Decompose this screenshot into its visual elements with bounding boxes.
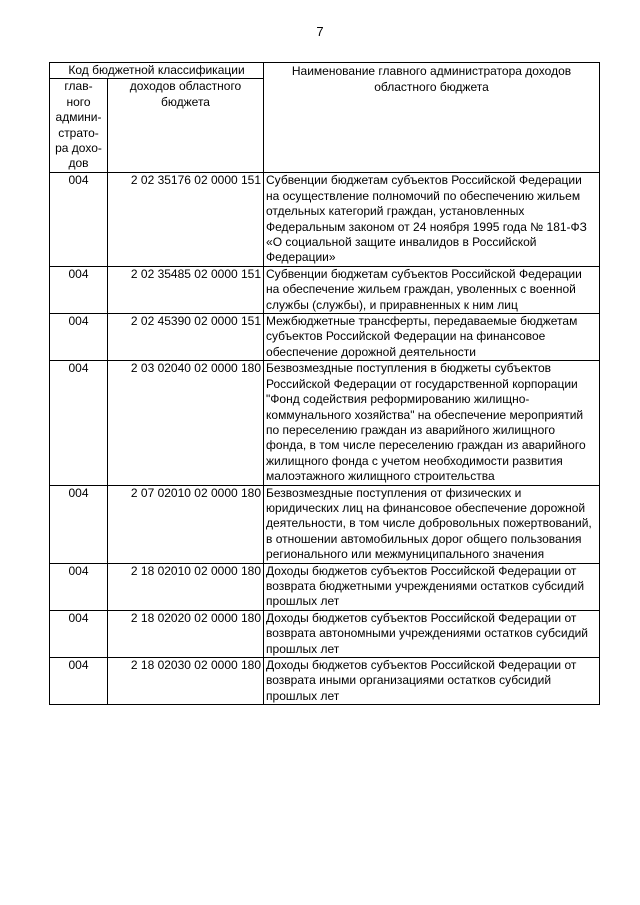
header-regional-budget-income: доходов областного бюджета	[108, 79, 264, 173]
admin-code-cell: 004	[50, 658, 108, 705]
table-row	[50, 563, 600, 610]
table-row	[50, 658, 600, 705]
table-row	[50, 361, 600, 485]
header-admin-line: ра дохо-	[55, 141, 102, 156]
header-admin-line: ного	[66, 94, 91, 109]
admin-code-cell: 004	[50, 314, 108, 361]
income-code-cell: 2 18 02030 02 0000 180	[108, 658, 264, 705]
income-name-cell: Безвозмездные поступления от физических и юридических лиц на финансовое обеспечение дорожной деятельности, в том числе добровольных пожертвований, в отношении автомобильных дорог общего пользования регионального или межмуниципального значения	[264, 485, 600, 563]
table-row	[50, 314, 600, 361]
table-row	[50, 266, 600, 313]
admin-code-cell: 004	[50, 361, 108, 485]
header-administrator-name: Наименование главного администратора доходов областного бюджета	[264, 63, 600, 173]
header-budget-classification-code: Код бюджетной классификации	[50, 63, 264, 79]
header-chief-administrator	[50, 79, 108, 173]
header-admin-line: админи-	[55, 110, 102, 125]
admin-code-cell: 004	[50, 563, 108, 610]
income-name-cell: Доходы бюджетов субъектов Российской Федерации от возврата иными организациями остатков субсидий прошлых лет	[264, 658, 600, 705]
budget-classification-table	[49, 62, 600, 705]
income-code-cell: 2 03 02040 02 0000 180	[108, 361, 264, 485]
admin-code-cell: 004	[50, 610, 108, 657]
income-name-cell: Субвенции бюджетам субъектов Российской Федерации на обеспечение жильем граждан, уволенных с военной службы (службы), и приравненных к ним лиц	[264, 266, 600, 313]
income-code-cell: 2 02 45390 02 0000 151	[108, 314, 264, 361]
income-name-cell: Безвозмездные поступления в бюджеты субъектов Российской Федерации от государственной корпорации "Фонд содействия реформированию жилищно-коммунального хозяйства" на обеспечение мероприятий по переселению граждан из аварийного жилищного фонда, в том числе переселению граждан из аварийного жилищного фонда с учетом необходимости развития малоэтажного жилищного строительства	[264, 361, 600, 485]
income-name-cell: Межбюджетные трансферты, передаваемые бюджетам субъектов Российской Федерации на финансовое обеспечение дорожной деятельности	[264, 314, 600, 361]
admin-code-cell: 004	[50, 173, 108, 266]
page-number: 7	[316, 24, 324, 39]
header-admin-line: глав-	[64, 79, 93, 94]
income-code-cell: 2 18 02010 02 0000 180	[108, 563, 264, 610]
income-code-cell: 2 18 02020 02 0000 180	[108, 610, 264, 657]
table-row	[50, 485, 600, 563]
income-code-cell: 2 02 35176 02 0000 151	[108, 173, 264, 266]
admin-code-cell: 004	[50, 485, 108, 563]
header-admin-line: страто-	[58, 125, 99, 140]
income-code-cell: 2 02 35485 02 0000 151	[108, 266, 264, 313]
income-code-cell: 2 07 02010 02 0000 180	[108, 485, 264, 563]
income-name-cell: Субвенции бюджетам субъектов Российской Федерации на осуществление полномочий по обеспечению жильем отдельных категорий граждан, установленных Федеральным законом от 24 ноября 1995 года № 181-ФЗ «О социальной защите инвалидов в Российской Федерации»	[264, 173, 600, 266]
income-name-cell: Доходы бюджетов субъектов Российской Федерации от возврата бюджетными учреждениями остатков субсидий прошлых лет	[264, 563, 600, 610]
header-admin-line: дов	[68, 156, 89, 171]
admin-code-cell: 004	[50, 266, 108, 313]
income-name-cell: Доходы бюджетов субъектов Российской Федерации от возврата автономными учреждениями остатков субсидий прошлых лет	[264, 610, 600, 657]
table-row	[50, 610, 600, 657]
table-row	[50, 173, 600, 266]
